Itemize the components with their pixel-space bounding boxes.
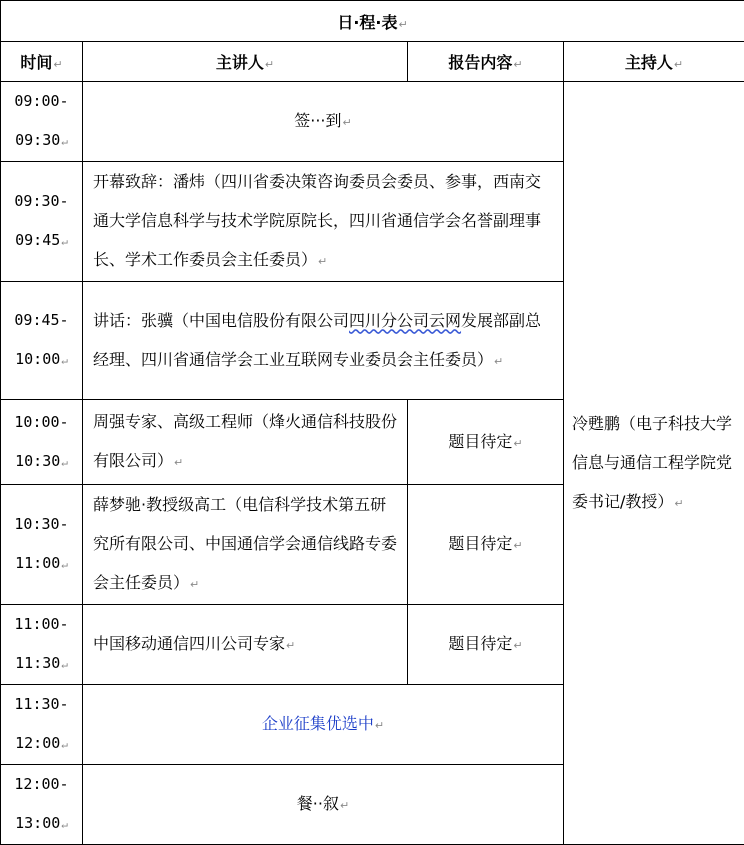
time-cell: 12:00- 13:00↵ xyxy=(1,765,83,845)
lunch-cell: 餐··叙↵ xyxy=(83,765,564,845)
content-cell: 题目待定↵ xyxy=(408,605,564,685)
time-cell: 10:00- 10:30↵ xyxy=(1,400,83,485)
enterprise-slot-cell: 企业征集优选中↵ xyxy=(83,685,564,765)
header-speaker: 主讲人↵ xyxy=(83,42,408,82)
time-cell: 11:30- 12:00↵ xyxy=(1,685,83,765)
speaker-cell: 中国移动通信四川公司专家↵ xyxy=(83,605,408,685)
time-cell: 11:00- 11:30↵ xyxy=(1,605,83,685)
speaker-cell: 开幕致辞：潘炜（四川省委决策咨询委员会委员、参事，西南交通大学信息科学与技术学院原院长，四川省通信学会名誉副理事长、学术工作委员会主任委员）↵ xyxy=(83,162,564,282)
content-cell: 题目待定↵ xyxy=(408,400,564,485)
spellcheck-underline: 四川分公司云网 xyxy=(349,311,461,330)
time-cell: 09:30- 09:45↵ xyxy=(1,162,83,282)
content-cell: 题目待定↵ xyxy=(408,485,564,605)
speaker-cell: 周强专家、高级工程师（烽火通信科技股份有限公司）↵ xyxy=(83,400,408,485)
schedule-title: 日·程·表↵ xyxy=(1,1,744,42)
host-cell: 冷甦鹏（电子科技大学信息与通信工程学院党委书记/教授）↵ xyxy=(564,82,744,845)
time-cell: 10:30- 11:00↵ xyxy=(1,485,83,605)
table-row xyxy=(1,82,744,162)
speaker-cell: 讲话：张骥（中国电信股份有限公司四川分公司云网发展部副总经理、四川省通信学会工业互联网专业委员会主任委员）↵ xyxy=(83,282,564,400)
return-mark: ↵ xyxy=(398,18,407,31)
header-time: 时间↵ xyxy=(1,42,83,82)
time-cell: 09:45- 10:00↵ xyxy=(1,282,83,400)
speaker-cell: 薛梦驰·教授级高工（电信科学技术第五研究所有限公司、中国通信学会通信线路专委会主任委员）↵ xyxy=(83,485,408,605)
time-cell: 09:00- 09:30↵ xyxy=(1,82,83,162)
checkin-cell: 签···到↵ xyxy=(83,82,564,162)
header-content: 报告内容↵ xyxy=(408,42,564,82)
header-host: 主持人↵ xyxy=(564,42,744,82)
